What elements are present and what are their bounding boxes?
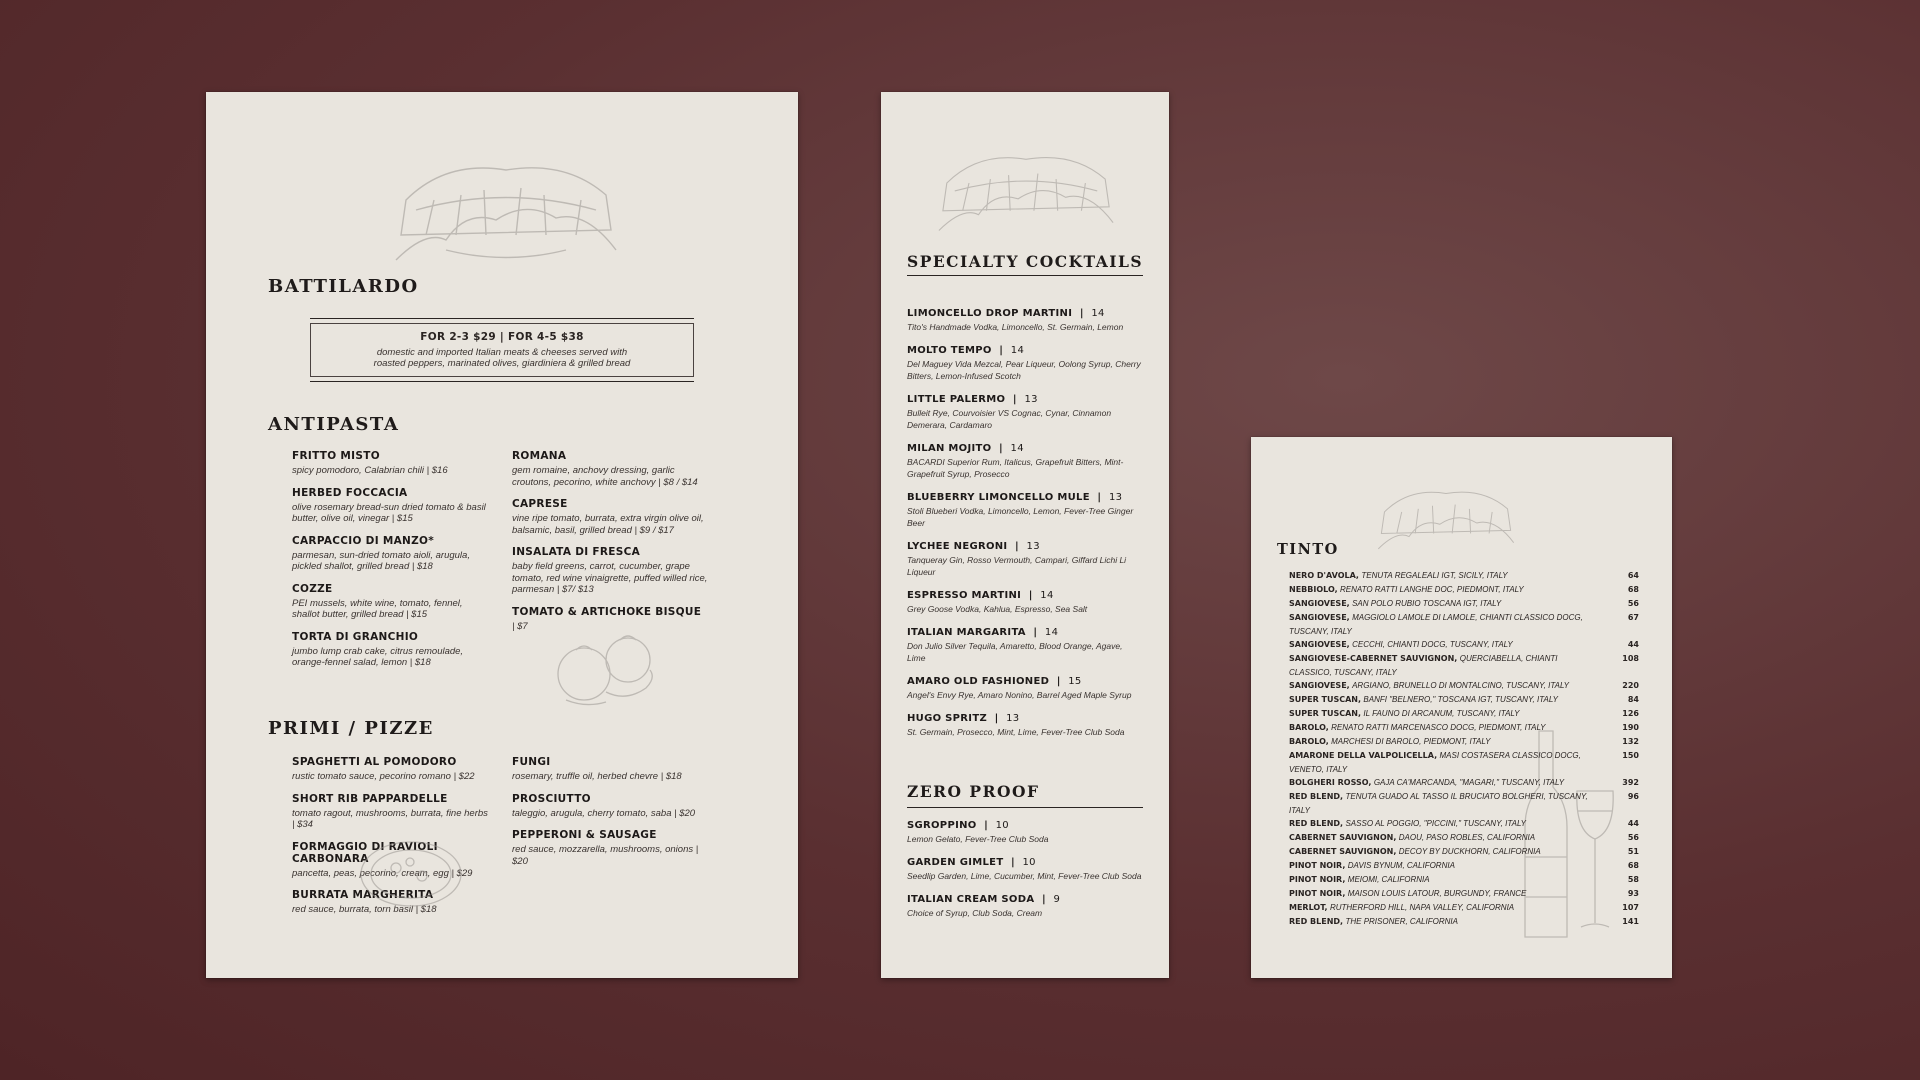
- landscape-sketch-icon: [1371, 475, 1521, 555]
- wine-row: [1289, 873, 1639, 887]
- cocktail-price: 9: [1053, 894, 1061, 905]
- wine-price: 58: [1627, 875, 1639, 884]
- antipasta-title: ANTIPASTA: [268, 414, 400, 435]
- item-name: FORMAGGIO DI RAVIOLI CARBONARA: [292, 840, 438, 865]
- cocktail-desc: Del Maguey Vida Mezcal, Pear Liqueur, Oolong Syrup, Cherry Bitters, Lemon-Infused Scotch: [907, 359, 1141, 381]
- zero-proof-title-rule: [907, 807, 1143, 808]
- menu-item: [512, 793, 712, 820]
- cocktail-name: MILAN MOJITO: [907, 443, 992, 454]
- wine-price: 96: [1627, 792, 1639, 801]
- wine-row: [1289, 707, 1639, 721]
- menu-item: [292, 450, 492, 477]
- wine-label: [1289, 873, 1589, 887]
- cocktail-desc: Seedlip Garden, Lime, Cucumber, Mint, Fever-Tree Club Soda: [907, 871, 1142, 881]
- item-desc: olive rosemary bread-sun dried tomato & basil butter, olive oil, vinegar | $15: [292, 501, 486, 524]
- battilardo-box-inner: [310, 323, 694, 377]
- menu-item: [292, 583, 492, 621]
- wine-detail: RUTHERFORD HILL, NAPA VALLEY, CALIFORNIA: [1329, 903, 1515, 912]
- menu-item: [512, 546, 712, 596]
- item-name: ROMANA: [512, 450, 567, 462]
- wine-detail: QUERCIABELLA, CHIANTI CLASSICO, TUSCANY, ITALY: [1289, 654, 1558, 677]
- wine-price: 68: [1627, 585, 1639, 594]
- item-name: CAPRESE: [512, 498, 568, 510]
- wine-detail: DAVIS BYNUM, CALIFORNIA: [1347, 861, 1455, 870]
- wine-price: 392: [1622, 778, 1639, 787]
- wine-row: [1289, 749, 1639, 776]
- pizza-sketch-icon: [356, 832, 466, 912]
- wine-detail: MARCHESI DI BAROLO, PIEDMONT, ITALY: [1331, 737, 1491, 746]
- wine-menu-sheet: [1251, 437, 1672, 978]
- cocktail-item: MOLTO TEMPO | 14 Del Maguey Vida Mezcal, Pear Liqueur, Oolong Syrup, Cherry Bitters, Lemon-Infused Scotch: [907, 345, 1143, 382]
- wine-name: SANGIOVESE-CABERNET SAUVIGNON,: [1289, 654, 1458, 663]
- wine-price: 51: [1627, 847, 1639, 856]
- wine-name: RED BLEND,: [1289, 819, 1344, 828]
- wine-detail: MEIOMI, CALIFORNIA: [1347, 875, 1430, 884]
- cocktail-name: BLUEBERRY LIMONCELLO MULE: [907, 492, 1090, 503]
- wine-row: [1289, 583, 1639, 597]
- item-desc: baby field greens, carrot, cucumber, grape tomato, red wine vinaigrette, puffed willed rice, parmesan | $7/ $13: [512, 561, 708, 595]
- cocktail-name: ITALIAN MARGARITA: [907, 627, 1026, 638]
- menu-item: [512, 756, 712, 783]
- cocktail-item: ITALIAN MARGARITA | 14 Don Julio Silver Tequila, Amaretto, Blood Orange, Agave, Lime: [907, 627, 1143, 664]
- wine-row: [1289, 901, 1639, 915]
- wine-name: SUPER TUSCAN,: [1289, 695, 1362, 704]
- cocktail-item: BLUEBERRY LIMONCELLO MULE | 13 Stoli Blueberi Vodka, Limoncello, Lemon, Fever-Tree Ginger Beer: [907, 492, 1143, 529]
- menu-item: [292, 487, 492, 525]
- wine-name: SANGIOVESE,: [1289, 613, 1350, 622]
- item-desc: red sauce, mozzarella, mushrooms, onions | $20: [512, 844, 699, 867]
- specialty-title-rule: [907, 275, 1143, 276]
- wine-row: [1289, 915, 1639, 929]
- cocktail-item: LYCHEE NEGRONI | 13 Tanqueray Gin, Rosso Vermouth, Campari, Giffard Lichi Li Liqueur: [907, 541, 1143, 578]
- wine-label: [1289, 638, 1589, 652]
- menu-item: [512, 450, 712, 488]
- cocktail-item: MILAN MOJITO | 14 BACARDI Superior Rum, Italicus, Grapefruit Bitters, Mint-Grapefruit Syrup, Prosecco: [907, 443, 1143, 480]
- antipasta-right-column: [512, 450, 712, 642]
- battilardo-box: [310, 318, 694, 382]
- wine-label: [1289, 901, 1589, 915]
- cocktail-item: AMARO OLD FASHIONED | 15 Angel's Envy Rye, Amaro Nonino, Barrel Aged Maple Syrup: [907, 676, 1143, 701]
- wine-label: [1289, 693, 1589, 707]
- cocktail-name: LIMONCELLO DROP MARTINI: [907, 308, 1073, 319]
- wine-name: NEBBIOLO,: [1289, 585, 1338, 594]
- wine-label: [1289, 707, 1589, 721]
- primi-right-column: [512, 756, 712, 877]
- cocktail-price: 14: [1040, 590, 1054, 601]
- wine-label: [1289, 831, 1589, 845]
- item-name: HERBED FOCCACIA: [292, 486, 408, 499]
- cocktail-desc: BACARDI Superior Rum, Italicus, Grapefruit Bitters, Mint-Grapefruit Syrup, Prosecco: [907, 457, 1124, 479]
- cocktail-price: 14: [1044, 627, 1059, 638]
- menu-item: [292, 535, 492, 573]
- wine-name: NERO D'AVOLA,: [1289, 571, 1359, 580]
- wine-price: 44: [1627, 640, 1639, 649]
- battilardo-description: domestic and imported Italian meats & cheeses served with roasted peppers, marinated olives, giardiniera & grilled bread: [373, 347, 631, 369]
- wine-price: 56: [1627, 599, 1639, 608]
- specialty-cocktails-title: SPECIALTY COCKTAILS: [907, 252, 1144, 271]
- tinto-title: TINTO: [1277, 541, 1339, 558]
- wine-price: 141: [1622, 917, 1639, 926]
- cocktail-desc: Don Julio Silver Tequila, Amaretto, Blood Orange, Agave, Lime: [907, 641, 1123, 663]
- wine-row: [1289, 721, 1639, 735]
- wine-label: [1289, 776, 1589, 790]
- landscape-sketch-icon: [386, 140, 626, 270]
- cocktail-desc: Bulleit Rye, Courvoisier VS Cognac, Cynar, Cinnamon Demerara, Cardamaro: [907, 408, 1112, 430]
- wine-row: [1289, 569, 1639, 583]
- cocktail-desc: Tito's Handmade Vodka, Limoncello, St. Germain, Lemon: [907, 322, 1124, 332]
- wine-price: 44: [1627, 819, 1639, 828]
- cocktail-desc: Tanqueray Gin, Rosso Vermouth, Campari, Giffard Lichi Li Liqueur: [907, 555, 1127, 577]
- cocktail-price: 13: [1006, 713, 1020, 724]
- item-name: FRITTO MISTO: [292, 450, 380, 462]
- wine-row: [1289, 611, 1639, 638]
- wine-label: [1289, 652, 1589, 679]
- item-desc: pancetta, peas, pecorino, cream, egg | $29: [292, 867, 473, 879]
- item-name: CARPACCIO DI MANZO*: [292, 534, 435, 547]
- cocktail-name: LYCHEE NEGRONI: [907, 541, 1008, 552]
- wine-name: SUPER TUSCAN,: [1289, 709, 1362, 718]
- wine-label: [1289, 915, 1589, 929]
- item-name: PEPPERONI & SAUSAGE: [512, 829, 657, 841]
- wine-name: CABERNET SAUVIGNON,: [1289, 847, 1397, 856]
- cocktail-name: SGROPPINO: [907, 820, 977, 831]
- wine-label: [1289, 749, 1589, 776]
- wine-row: [1289, 859, 1639, 873]
- wine-name: SANGIOVESE,: [1289, 599, 1350, 608]
- food-menu-sheet: [206, 92, 798, 978]
- cocktail-item: HUGO SPRITZ | 13 St. Germain, Prosecco, Mint, Lime, Fever-Tree Club Soda: [907, 713, 1143, 738]
- wine-detail: DECOY BY DUCKHORN, CALIFORNIA: [1398, 847, 1541, 856]
- item-name: COZZE: [292, 582, 333, 595]
- item-desc: vine ripe tomato, burrata, extra virgin olive oil, balsamic, basil, grilled bread | $9 / $17: [512, 513, 704, 536]
- item-desc: taleggio, arugula, cherry tomato, saba | $20: [512, 807, 696, 819]
- wine-label: [1289, 569, 1589, 583]
- wine-label: [1289, 845, 1589, 859]
- wine-detail: IL FAUNO DI ARCANUM, TUSCANY, ITALY: [1363, 709, 1520, 718]
- cocktail-desc: Choice of Syrup, Club Soda, Cream: [907, 908, 1043, 918]
- wine-detail: ARGIANO, BRUNELLO DI MONTALCINO, TUSCANY, ITALY: [1352, 681, 1570, 690]
- wine-price: 93: [1627, 889, 1639, 898]
- item-desc: red sauce, burrata, torn basil | $18: [292, 904, 437, 915]
- cocktail-price: 14: [1091, 308, 1105, 319]
- wine-row: [1289, 693, 1639, 707]
- menu-item: [512, 498, 712, 536]
- cocktail-item: SGROPPINO | 10 Lemon Gelato, Fever-Tree Club Soda: [907, 820, 1143, 845]
- battilardo-price: FOR 2-3 $29 | FOR 4-5 $38: [420, 331, 584, 343]
- wine-detail: BANFI "BELNERO," TOSCANA IGT, TUSCANY, ITALY: [1363, 695, 1558, 704]
- wine-label: [1289, 721, 1589, 735]
- tomato-sketch-icon: [546, 622, 666, 712]
- cocktail-name: LITTLE PALERMO: [907, 394, 1006, 405]
- wine-price: 190: [1622, 723, 1639, 732]
- wine-row: [1289, 652, 1639, 679]
- cocktail-name: HUGO SPRITZ: [907, 713, 988, 724]
- item-name: PROSCIUTTO: [512, 792, 591, 805]
- wine-price: 126: [1622, 709, 1639, 718]
- item-name: INSALATA DI FRESCA: [512, 546, 641, 558]
- wine-detail: SAN POLO RUBIO TOSCANA IGT, ITALY: [1352, 599, 1502, 608]
- wine-name: PINOT NOIR,: [1289, 861, 1346, 870]
- cocktail-desc: Lemon Gelato, Fever-Tree Club Soda: [907, 834, 1049, 844]
- item-desc: rustic tomato sauce, pecorino romano | $22: [292, 771, 475, 782]
- menu-item: [512, 829, 712, 867]
- item-name: SPAGHETTI AL POMODORO: [292, 756, 457, 768]
- wine-label: [1289, 790, 1589, 817]
- wine-detail: DAOU, PASO ROBLES, CALIFORNIA: [1398, 833, 1536, 842]
- wine-detail: TENUTA GUADO AL TASSO IL BRUCIATO BOLGHERI, TUSCANY, ITALY: [1289, 792, 1588, 815]
- wine-row: [1289, 735, 1639, 749]
- wine-name: PINOT NOIR,: [1289, 875, 1346, 884]
- cocktail-item: ESPRESSO MARTINI | 14 Grey Goose Vodka, Kahlua, Espresso, Sea Salt: [907, 590, 1143, 615]
- wine-detail: MAGGIOLO LAMOLE DI LAMOLE, CHIANTI CLASSICO DOCG, TUSCANY, ITALY: [1289, 613, 1583, 636]
- wine-label: [1289, 887, 1589, 901]
- item-desc: rosemary, truffle oil, herbed chevre | $18: [512, 771, 682, 782]
- wine-label: [1289, 679, 1589, 693]
- cocktail-name: MOLTO TEMPO: [907, 345, 992, 356]
- wine-name: CABERNET SAUVIGNON,: [1289, 833, 1397, 842]
- wine-label: [1289, 583, 1589, 597]
- wine-price: 68: [1627, 861, 1639, 870]
- cocktail-desc: Grey Goose Vodka, Kahlua, Espresso, Sea Salt: [907, 604, 1088, 614]
- item-name: BURRATA MARGHERITA: [292, 889, 434, 901]
- antipasta-left-column: [292, 450, 492, 679]
- wine-label: [1289, 817, 1589, 831]
- wine-name: SANGIOVESE,: [1289, 640, 1350, 649]
- wine-detail: CECCHI, CHIANTI DOCG, TUSCANY, ITALY: [1352, 640, 1513, 649]
- wine-detail: GAJA CA'MARCANDA, "MAGARI," TUSCANY, ITALY: [1373, 778, 1565, 787]
- wine-name: SANGIOVESE,: [1289, 681, 1350, 690]
- primi-title: PRIMI / PIZZE: [268, 718, 434, 739]
- wine-price: 220: [1622, 681, 1639, 690]
- item-name: TORTA DI GRANCHIO: [292, 630, 419, 643]
- wine-row: [1289, 887, 1639, 901]
- wine-row: [1289, 776, 1639, 790]
- wine-price: 56: [1627, 833, 1639, 842]
- cocktail-item: LIMONCELLO DROP MARTINI | 14 Tito's Handmade Vodka, Limoncello, St. Germain, Lemon: [907, 308, 1143, 333]
- wine-price: 67: [1627, 613, 1639, 622]
- cocktail-item: ITALIAN CREAM SODA | 9 Choice of Syrup, Club Soda, Cream: [907, 894, 1143, 919]
- item-name: FUNGI: [512, 756, 551, 768]
- cocktail-desc: Stoli Blueberi Vodka, Limoncello, Lemon, Fever-Tree Ginger Beer: [907, 506, 1134, 528]
- item-desc: tomato ragout, mushrooms, burrata, fine herbs | $34: [292, 807, 488, 830]
- wine-row: [1289, 597, 1639, 611]
- wine-name: BAROLO,: [1289, 737, 1329, 746]
- cocktail-menu-sheet: [881, 92, 1169, 978]
- cocktail-name: ESPRESSO MARTINI: [907, 590, 1022, 601]
- wine-price: 150: [1622, 751, 1639, 760]
- item-desc: PEI mussels, white wine, tomato, fennel, shallot butter, grilled bread | $15: [292, 597, 463, 620]
- item-desc: gem romaine, anchovy dressing, garlic croutons, pecorino, white anchovy | $8 / $14: [512, 465, 698, 488]
- cocktail-price: 13: [1108, 492, 1123, 503]
- menu-item: [292, 631, 492, 669]
- cocktail-desc: Angel's Envy Rye, Amaro Nonino, Barrel Aged Maple Syrup: [907, 690, 1132, 700]
- wine-row: [1289, 679, 1639, 693]
- wine-name: RED BLEND,: [1289, 792, 1344, 801]
- wine-price: 84: [1627, 695, 1639, 704]
- wine-detail: THE PRISONER, CALIFORNIA: [1345, 917, 1458, 926]
- cocktail-name: ITALIAN CREAM SODA: [907, 894, 1035, 905]
- cocktail-item: LITTLE PALERMO | 13 Bulleit Rye, Courvoisier VS Cognac, Cynar, Cinnamon Demerara, Cardamaro: [907, 394, 1143, 431]
- item-name: TOMATO & ARTICHOKE BISQUE: [512, 605, 702, 618]
- cocktail-name: AMARO OLD FASHIONED: [907, 676, 1050, 687]
- wine-price: 108: [1622, 654, 1639, 663]
- cocktail-price: 10: [995, 820, 1009, 831]
- battilardo-title: BATTILARDO: [268, 276, 419, 297]
- item-desc: jumbo lump crab cake, citrus remoulade, orange-fennel salad, lemon | $18: [292, 645, 464, 668]
- wine-name: RED BLEND,: [1289, 917, 1344, 926]
- wine-row: [1289, 638, 1639, 652]
- wine-label: [1289, 597, 1589, 611]
- cocktail-price: 13: [1026, 541, 1040, 552]
- wine-price: 64: [1627, 571, 1639, 580]
- wine-name: BOLGHERI ROSSO,: [1289, 778, 1372, 787]
- menu-item: [292, 793, 492, 831]
- zero-proof-title: ZERO PROOF: [907, 782, 1040, 801]
- wine-name: BAROLO,: [1289, 723, 1329, 732]
- menu-item: [292, 756, 492, 783]
- cocktail-price: 15: [1068, 676, 1082, 687]
- item-desc: parmesan, sun-dried tomato aioli, arugula, pickled shallot, grilled bread | $18: [292, 549, 470, 572]
- cocktail-price: 14: [1010, 443, 1024, 454]
- wine-row: [1289, 790, 1639, 817]
- cocktail-name: GARDEN GIMLET: [907, 857, 1004, 868]
- wine-detail: TENUTA REGALEALI IGT, SICILY, ITALY: [1361, 571, 1508, 580]
- landscape-sketch-icon: [931, 132, 1121, 242]
- wine-label: [1289, 611, 1589, 638]
- item-desc: | $7: [512, 620, 528, 632]
- wine-price: 107: [1622, 903, 1639, 912]
- wine-row: [1289, 817, 1639, 831]
- wine-name: AMARONE DELLA VALPOLICELLA,: [1289, 751, 1438, 760]
- cocktail-price: 14: [1010, 345, 1025, 356]
- wine-detail: RENATO RATTI LANGHE DOC, PIEDMONT, ITALY: [1339, 585, 1524, 594]
- wine-detail: RENATO RATTI MARCENASCO DOCG, PIEDMONT, ITALY: [1331, 723, 1546, 732]
- wine-detail: MAISON LOUIS LATOUR, BURGUNDY, FRANCE: [1347, 889, 1527, 898]
- wine-row: [1289, 831, 1639, 845]
- cocktail-price: 10: [1022, 857, 1036, 868]
- wine-name: MERLOT,: [1289, 903, 1328, 912]
- cocktail-item: GARDEN GIMLET | 10 Seedlip Garden, Lime, Cucumber, Mint, Fever-Tree Club Soda: [907, 857, 1142, 881]
- cocktail-price: 13: [1024, 394, 1038, 405]
- wine-label: [1289, 735, 1589, 749]
- wine-row: [1289, 845, 1639, 859]
- wine-detail: SASSO AL POGGIO, "PICCINI," TUSCANY, ITALY: [1345, 819, 1527, 828]
- item-desc: spicy pomodoro, Calabrian chili | $16: [292, 465, 448, 476]
- wine-detail: MASI COSTASERA CLASSICO DOCG, VENETO, ITALY: [1289, 751, 1581, 774]
- cocktail-desc: St. Germain, Prosecco, Mint, Lime, Fever-Tree Club Soda: [907, 727, 1125, 737]
- item-name: SHORT RIB PAPPARDELLE: [292, 792, 448, 805]
- wine-price: 132: [1622, 737, 1639, 746]
- wine-label: [1289, 859, 1589, 873]
- wine-name: PINOT NOIR,: [1289, 889, 1346, 898]
